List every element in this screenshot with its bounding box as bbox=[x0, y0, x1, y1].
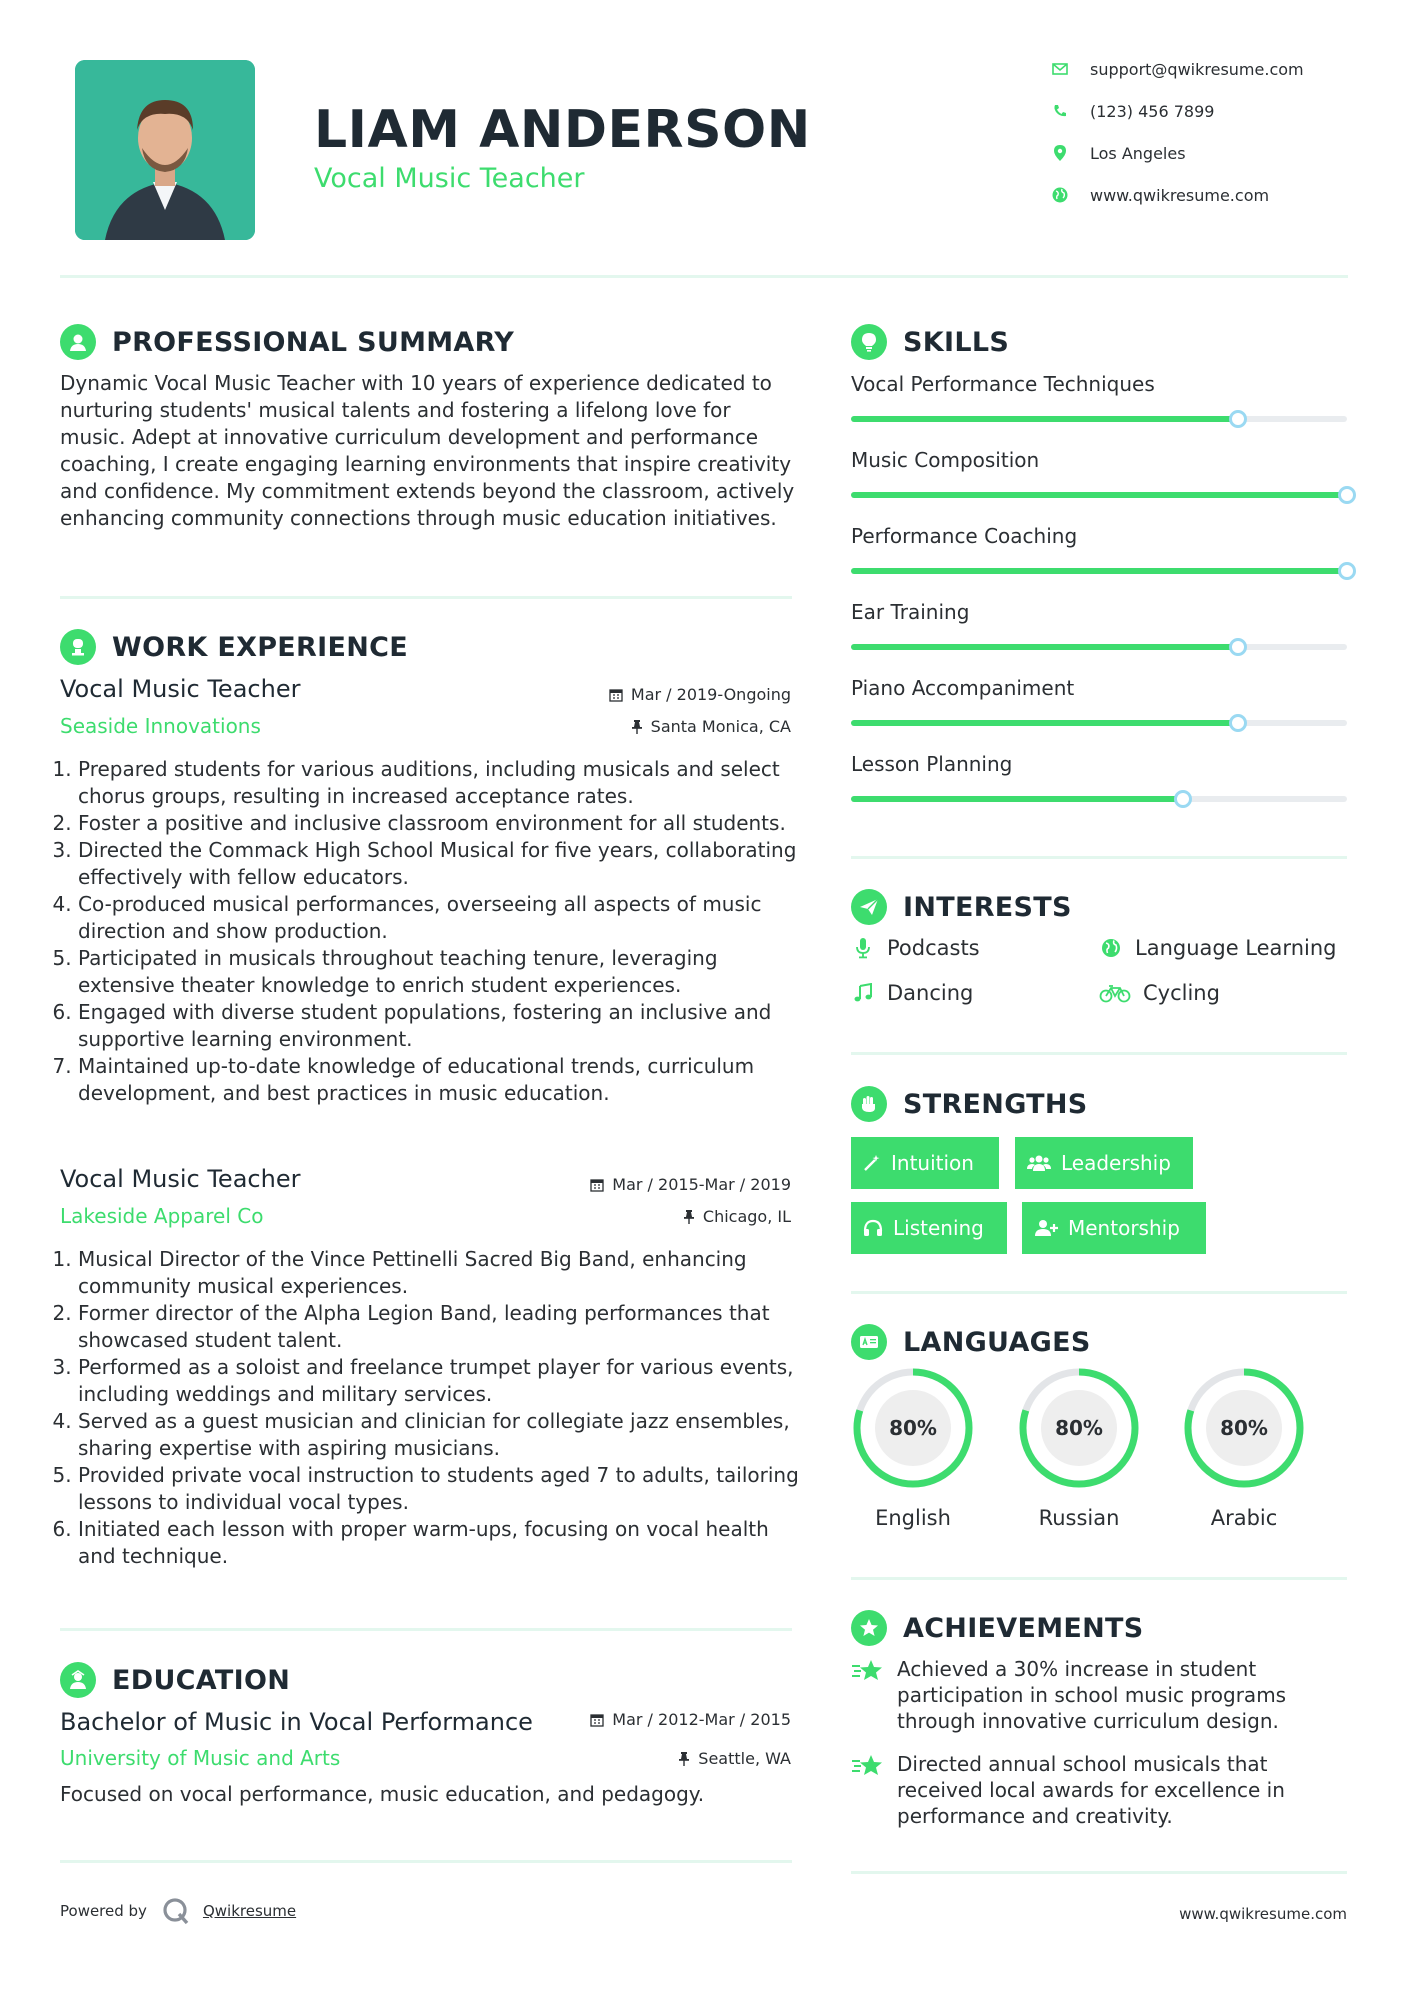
paper-plane-icon bbox=[851, 889, 887, 925]
list-item: 5. Participated in musicals throughout teaching tenure, leveraging extensive theater knowledge to enrich student experiences. bbox=[78, 945, 800, 999]
skill-label: Vocal Performance Techniques bbox=[851, 372, 1155, 396]
education-title: EDUCATION bbox=[112, 1664, 291, 1696]
user-plus-icon bbox=[1034, 1219, 1058, 1237]
summary-divider bbox=[60, 596, 792, 599]
language-percent: 80% bbox=[1055, 1416, 1103, 1440]
star-badge-icon bbox=[851, 1610, 887, 1646]
list-item: 1. Prepared students for various auditions, including musicals and select chorus groups, resulting in increased acceptance rates. bbox=[78, 756, 800, 810]
language-percent: 80% bbox=[1220, 1416, 1268, 1440]
shooting-star-icon bbox=[851, 1751, 885, 1829]
strength-label: Listening bbox=[893, 1216, 984, 1240]
contact-email-text: support@qwikresume.com bbox=[1090, 59, 1304, 79]
skill-bar-track bbox=[851, 568, 1347, 574]
language-name: Arabic bbox=[1210, 1506, 1278, 1530]
strength-intuition bbox=[851, 1137, 999, 1189]
briefcase-icon bbox=[60, 629, 96, 665]
calendar-icon bbox=[590, 1178, 604, 1192]
bicycle-icon bbox=[1099, 981, 1131, 1005]
achievement-text: Achieved a 30% increase in student participation in school music programs through innovative curriculum design. bbox=[897, 1657, 1287, 1733]
language-progress-ring bbox=[1017, 1366, 1141, 1490]
interests-heading bbox=[851, 887, 1072, 927]
skill-label: Piano Accompaniment bbox=[851, 676, 1075, 700]
list-item: 5. Provided private vocal instruction to students aged 7 to adults, tailoring lessons to individual vocal types. bbox=[78, 1462, 800, 1516]
user-icon bbox=[60, 324, 96, 360]
qwikresume-link[interactable]: Qwikresume bbox=[202, 1902, 297, 1920]
strength-label: Leadership bbox=[1061, 1151, 1171, 1175]
powered-by-label: Powered by bbox=[60, 1902, 147, 1920]
degree-title: Bachelor of Music in Vocal Performance bbox=[60, 1708, 533, 1736]
skill-bar-track bbox=[851, 492, 1347, 498]
contact-location bbox=[1052, 141, 1352, 165]
skill-bar-knob bbox=[1229, 410, 1247, 428]
calendar-icon bbox=[590, 1713, 604, 1727]
candidate-role: Vocal Music Teacher bbox=[314, 163, 585, 194]
languages-title: LANGUAGES bbox=[903, 1326, 1091, 1358]
language-percent: 80% bbox=[889, 1416, 937, 1440]
skill-label: Performance Coaching bbox=[851, 524, 1078, 548]
education-divider bbox=[60, 1860, 792, 1863]
contact-email[interactable] bbox=[1052, 57, 1352, 81]
interest-podcasts bbox=[851, 936, 980, 960]
interest-label: Dancing bbox=[887, 981, 974, 1005]
footer-website[interactable]: www.qwikresume.com bbox=[1179, 1905, 1347, 1923]
languages-heading bbox=[851, 1322, 1091, 1362]
globe-icon bbox=[1099, 936, 1123, 960]
skill-bar-fill bbox=[851, 492, 1347, 498]
job-1-location bbox=[631, 717, 791, 736]
strengths-title: STRENGTHS bbox=[903, 1088, 1088, 1120]
achievement-text: Directed annual school musicals that received local awards for excellence in performance and creativity. bbox=[897, 1752, 1285, 1828]
skills-heading bbox=[851, 322, 1009, 362]
job-1-date bbox=[609, 685, 791, 704]
achievements-title: ACHIEVEMENTS bbox=[903, 1612, 1144, 1644]
job-1-date-text: Mar / 2019-Ongoing bbox=[630, 685, 791, 704]
job-2-date bbox=[590, 1175, 791, 1194]
education-location-text: Seattle, WA bbox=[698, 1749, 791, 1768]
skill-bar-knob bbox=[1338, 486, 1356, 504]
education-date-text: Mar / 2012-Mar / 2015 bbox=[612, 1710, 791, 1729]
skills-divider bbox=[851, 856, 1347, 859]
contact-website-text: www.qwikresume.com bbox=[1090, 185, 1270, 205]
interests-title: INTERESTS bbox=[903, 891, 1072, 923]
summary-heading bbox=[60, 322, 514, 362]
skill-bar-track bbox=[851, 796, 1347, 802]
job-2-location bbox=[683, 1207, 791, 1226]
strengths-divider bbox=[851, 1291, 1347, 1294]
pushpin-icon bbox=[631, 720, 643, 734]
graduate-icon bbox=[60, 1662, 96, 1698]
experience-divider bbox=[60, 1628, 792, 1631]
interests-divider bbox=[851, 1052, 1347, 1055]
job-2-duties bbox=[60, 1246, 800, 1570]
language-progress-ring bbox=[851, 1366, 975, 1490]
contact-website[interactable] bbox=[1052, 183, 1352, 207]
skill-bar-fill bbox=[851, 720, 1238, 726]
contact-location-text: Los Angeles bbox=[1090, 143, 1186, 163]
skill-bar-track bbox=[851, 416, 1347, 422]
skill-label: Lesson Planning bbox=[851, 752, 1013, 776]
language-progress-ring bbox=[1182, 1366, 1306, 1490]
languages-divider bbox=[851, 1577, 1347, 1580]
achievement-item-2 bbox=[851, 1751, 1327, 1829]
contact-phone[interactable] bbox=[1052, 99, 1352, 123]
education-heading bbox=[60, 1660, 290, 1700]
skill-bar-fill bbox=[851, 568, 1347, 574]
skill-label: Ear Training bbox=[851, 600, 970, 624]
header-divider bbox=[60, 275, 1348, 278]
strength-mentorship bbox=[1022, 1202, 1206, 1254]
skills-title: SKILLS bbox=[903, 326, 1010, 358]
summary-title: PROFESSIONAL SUMMARY bbox=[112, 326, 515, 358]
list-item: 3. Performed as a soloist and freelance trumpet player for various events, including weddings and military services. bbox=[78, 1354, 800, 1408]
skill-bar-knob bbox=[1174, 790, 1192, 808]
map-pin-icon bbox=[1052, 145, 1068, 161]
job-1-location-text: Santa Monica, CA bbox=[650, 717, 791, 736]
job-2-location-text: Chicago, IL bbox=[702, 1207, 791, 1226]
skill-bar-knob bbox=[1338, 562, 1356, 580]
education-date bbox=[590, 1710, 791, 1729]
education-text: Focused on vocal performance, music education, and pedagogy. bbox=[60, 1782, 705, 1806]
language-item bbox=[1017, 1366, 1141, 1530]
interest-cycling bbox=[1099, 981, 1220, 1005]
skill-label: Music Composition bbox=[851, 448, 1040, 472]
achievements-heading bbox=[851, 1608, 1144, 1648]
skill-bar-track bbox=[851, 644, 1347, 650]
microphone-icon bbox=[851, 936, 875, 960]
footer-powered-by bbox=[60, 1896, 296, 1926]
list-item: 2. Former director of the Alpha Legion Band, leading performances that showcased student talent. bbox=[78, 1300, 800, 1354]
strength-label: Mentorship bbox=[1068, 1216, 1180, 1240]
job-1-title: Vocal Music Teacher bbox=[60, 675, 301, 703]
skill-bar-fill bbox=[851, 796, 1183, 802]
profile-photo bbox=[75, 60, 255, 240]
users-icon bbox=[1027, 1154, 1051, 1172]
candidate-name: LIAM ANDERSON bbox=[314, 100, 811, 160]
phone-icon bbox=[1052, 103, 1068, 119]
qwikresume-logo-icon bbox=[161, 1896, 191, 1926]
strength-leadership bbox=[1015, 1137, 1193, 1189]
interest-label: Podcasts bbox=[887, 936, 980, 960]
experience-title: WORK EXPERIENCE bbox=[112, 631, 408, 663]
skill-bar-knob bbox=[1229, 638, 1247, 656]
summary-text: Dynamic Vocal Music Teacher with 10 years of experience dedicated to nurturing students' musical talents and fostering a lifelong love for music. Adept at innovative curriculum development and performance coaching, I create engaging learning environments that inspire creativity and confidence. My commitment extends beyond the classroom, actively enhancing community connections through music education initiatives. bbox=[60, 371, 795, 530]
language-card-icon bbox=[851, 1324, 887, 1360]
experience-heading bbox=[60, 627, 408, 667]
interest-dancing bbox=[851, 981, 973, 1005]
magic-wand-icon bbox=[863, 1154, 881, 1172]
skill-bar-fill bbox=[851, 644, 1238, 650]
list-item: 4. Served as a guest musician and clinician for collegiate jazz ensembles, sharing expertise with aspiring musicians. bbox=[78, 1408, 800, 1462]
education-location bbox=[678, 1749, 791, 1768]
calendar-icon bbox=[609, 688, 623, 702]
interest-language-learning bbox=[1099, 936, 1336, 960]
interest-label: Cycling bbox=[1143, 981, 1220, 1005]
fist-icon bbox=[851, 1086, 887, 1122]
list-item: 3. Directed the Commack High School Musical for five years, collaborating effectively with fellow educators. bbox=[78, 837, 800, 891]
strength-label: Intuition bbox=[891, 1151, 974, 1175]
language-name: Russian bbox=[1038, 1506, 1120, 1530]
interest-label: Language Learning bbox=[1135, 936, 1337, 960]
job-2-date-text: Mar / 2015-Mar / 2019 bbox=[612, 1175, 791, 1194]
pushpin-icon bbox=[683, 1210, 695, 1224]
language-item bbox=[1182, 1366, 1306, 1530]
strengths-heading bbox=[851, 1084, 1088, 1124]
school-name: University of Music and Arts bbox=[60, 1746, 341, 1770]
envelope-icon bbox=[1052, 61, 1068, 77]
list-item: 6. Initiated each lesson with proper warm-ups, focusing on vocal health and technique. bbox=[78, 1516, 800, 1570]
list-item: 6. Engaged with diverse student populations, fostering an inclusive and supportive learning environment. bbox=[78, 999, 800, 1053]
language-item bbox=[851, 1366, 975, 1530]
lightbulb-icon bbox=[851, 324, 887, 360]
contact-phone-text: (123) 456 7899 bbox=[1090, 101, 1215, 121]
list-item: 1. Musical Director of the Vince Pettinelli Sacred Big Band, enhancing community musical experiences. bbox=[78, 1246, 800, 1300]
language-name: English bbox=[875, 1506, 951, 1530]
pushpin-icon bbox=[678, 1752, 690, 1766]
music-note-icon bbox=[851, 981, 875, 1005]
strength-listening bbox=[851, 1202, 1007, 1254]
list-item: 7. Maintained up-to-date knowledge of educational trends, curriculum development, and best practices in music education. bbox=[78, 1053, 800, 1107]
skill-bar-track bbox=[851, 720, 1347, 726]
list-item: 4. Co-produced musical performances, overseeing all aspects of music direction and show production. bbox=[78, 891, 800, 945]
job-1-duties bbox=[60, 756, 800, 1107]
achievements-divider bbox=[851, 1871, 1347, 1874]
job-2-company: Lakeside Apparel Co bbox=[60, 1204, 264, 1228]
shooting-star-icon bbox=[851, 1656, 885, 1734]
job-1-company: Seaside Innovations bbox=[60, 714, 261, 738]
skill-bar-knob bbox=[1229, 714, 1247, 732]
job-2-title: Vocal Music Teacher bbox=[60, 1165, 301, 1193]
skill-bar-fill bbox=[851, 416, 1238, 422]
list-item: 2. Foster a positive and inclusive classroom environment for all students. bbox=[78, 810, 800, 837]
globe-icon bbox=[1052, 187, 1068, 203]
headphones-icon bbox=[863, 1219, 883, 1237]
achievement-item-1 bbox=[851, 1656, 1327, 1734]
